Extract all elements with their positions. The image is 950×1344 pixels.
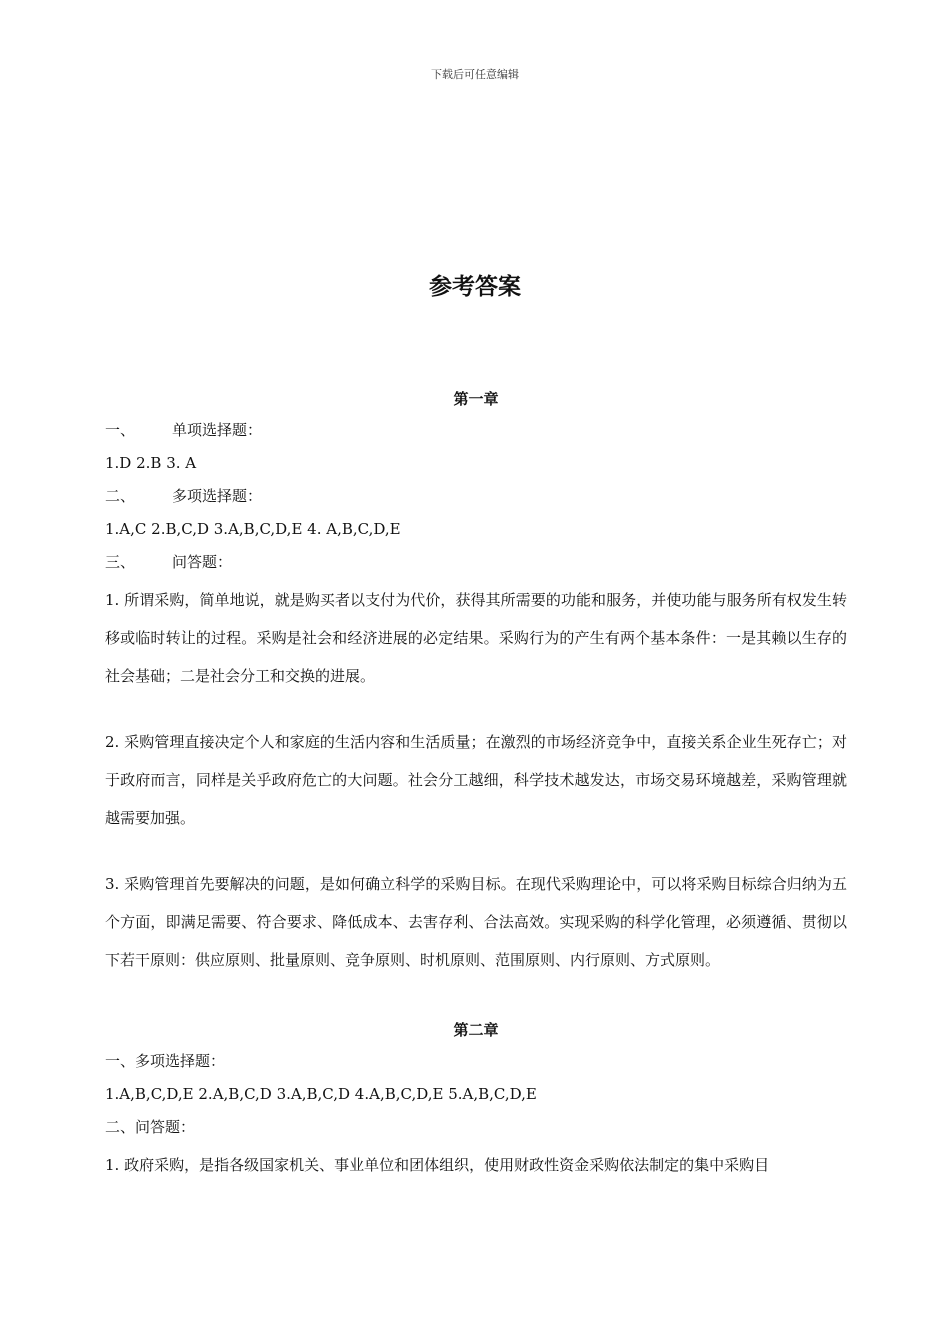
document-body: [105, 384, 847, 1184]
page-header: 下载后可任意编辑: [431, 68, 519, 81]
ch1-section-1-answers: 1.D 2.B 3. A: [105, 454, 197, 472]
chapter-1-heading: 第一章: [453, 390, 499, 408]
ch2-section-1-answers: 1.A,B,C,D,E 2.A,B,C,D 3.A,B,C,D 4.A,B,C,D,E 5.A,B,C,D,E: [105, 1085, 537, 1103]
chapter-2-heading: 第二章: [453, 1021, 499, 1039]
section-label: 多项选择题：: [172, 487, 263, 505]
ch1-section-2-answers: 1.A,C 2.B,C,D 3.A,B,C,D,E 4. A,B,C,D,E: [105, 520, 401, 538]
ch1-answer-paragraph-3: 3. 采购管理首先要解决的问题，是如何确立科学的采购目标。在现代采购理论中，可以将采购目标综合归纳为五个方面，即满足需要、符合要求、降低成本、去害存利、合法高效。实现采购的科学化管理，必须遵循、贯彻以下若干原则：供应原则、批量原则、竞争原则、时机原则、范围原则、内行原则、方式原则。: [105, 875, 847, 969]
ch1-section-1-heading: [105, 414, 847, 447]
section-number: 三、: [105, 553, 136, 571]
ch2-section-2-heading: 二、问答题：: [105, 1118, 196, 1136]
section-label: 问答题：: [172, 553, 233, 571]
ch1-answer-paragraph-2: 2. 采购管理直接决定个人和家庭的生活内容和生活质量；在激烈的市场经济竞争中，直接关系企业生死存亡；对于政府而言，同样是关乎政府危亡的大问题。社会分工越细，科学技术越发达，市场交易环境越差，采购管理就越需要加强。: [105, 733, 847, 827]
ch2-answer-paragraph-1: 1. 政府采购，是指各级国家机关、事业单位和团体组织，使用财政性资金采购依法制定的集中采购目: [105, 1156, 770, 1174]
section-number: 一、: [105, 421, 136, 439]
section-number: 二、: [105, 487, 136, 505]
ch2-section-1-heading: 一、多项选择题：: [105, 1052, 226, 1070]
ch1-section-2-heading: [105, 480, 847, 513]
ch1-section-3-heading: [105, 546, 847, 579]
document-title: 参考答案: [429, 274, 521, 300]
section-label: 单项选择题：: [172, 421, 263, 439]
ch1-answer-paragraph-1: 1. 所谓采购，简单地说，就是购买者以支付为代价，获得其所需要的功能和服务，并使功能与服务所有权发生转移或临时转让的过程。采购是社会和经济进展的必定结果。采购行为的产生有两个基本条件：一是其赖以生存的社会基础；二是社会分工和交换的进展。: [105, 591, 847, 685]
